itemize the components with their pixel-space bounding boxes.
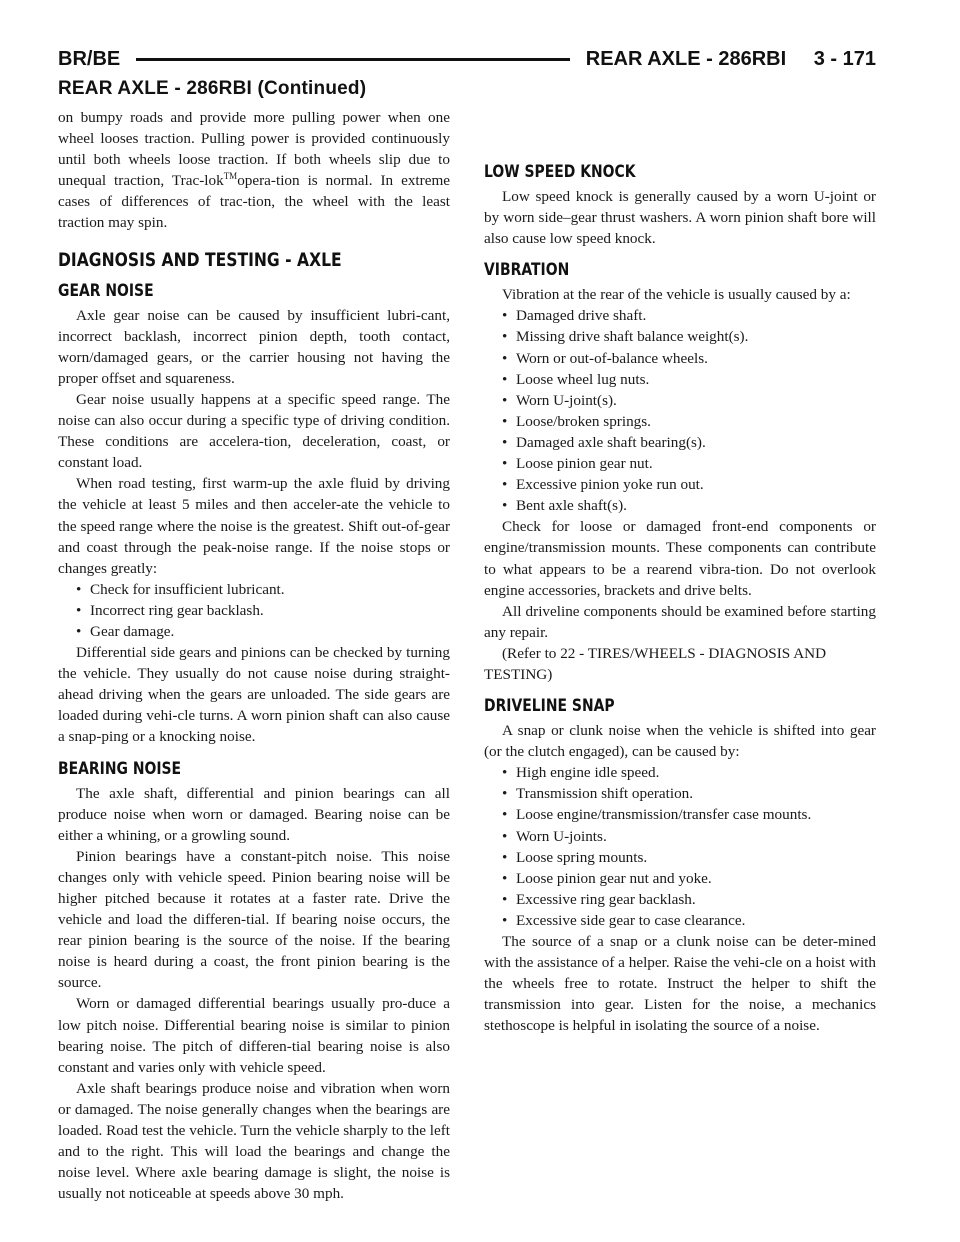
list-item: • Gear damage. xyxy=(58,621,450,642)
vibration-paragraph: Vibration at the rear of the vehicle is usually caused by a: xyxy=(502,286,851,304)
list-item: • Bent axle shaft(s). xyxy=(484,495,876,516)
list-item: • Loose/broken springs. xyxy=(484,411,876,432)
gear-noise-heading: GEAR NOISE xyxy=(58,280,154,301)
list-item: • Damaged axle shaft bearing(s). xyxy=(484,432,876,453)
header-rule xyxy=(136,58,570,61)
driveline-snap-heading: DRIVELINE SNAP xyxy=(484,696,615,717)
list-item: • Loose spring mounts. xyxy=(484,847,876,868)
list-item: • Check for insufficient lubricant. xyxy=(58,579,450,600)
bullet-icon: • xyxy=(502,497,508,515)
list-item: • Loose pinion gear nut. xyxy=(484,453,876,474)
vibration-list xyxy=(484,305,876,516)
driveline-snap-paragraph: A snap or clunk noise when the vehicle is shifted into gear (or the clutch engaged), can be caused by: xyxy=(484,722,876,761)
bullet-icon: • xyxy=(502,391,508,409)
bullet-icon: • xyxy=(76,580,82,598)
list-item: • Excessive pinion yoke run out. xyxy=(484,474,876,495)
list-item: • Damaged drive shaft. xyxy=(484,305,876,326)
bullet-icon: • xyxy=(502,806,508,824)
bullet-icon: • xyxy=(502,370,508,388)
driveline-snap-paragraph: The source of a snap or a clunk noise can be deter-mined with the assistance of a helper. Raise the vehi-cle on a hoist with the wheels free to rotate. Instruct the helper to shift the transmission into gear. Listen for the noise, a mechanics stethoscope is helpful in isolating the source of a noise. xyxy=(484,933,876,1035)
right-column xyxy=(484,107,876,1036)
bullet-icon: • xyxy=(502,827,508,845)
header-right xyxy=(586,48,876,71)
vibration-paragraph: All driveline components should be examined before starting any repair. xyxy=(484,602,876,641)
bearing-noise-paragraph: The axle shaft, differential and pinion bearings can all produce noise when worn or damaged. Bearing noise can be either a whining, or a growling sound. xyxy=(58,784,450,844)
page-header xyxy=(58,44,876,74)
gear-noise-paragraph: When road testing, first warm-up the axle fluid by driving the vehicle at least 5 miles and then acceler-ate the vehicle to the speed range where the noise is the greatest. Shift out-of-gear and coast through the peak-noise range. If the noise stops or changes greatly: xyxy=(58,475,450,577)
continued-heading: REAR AXLE - 286RBI (Continued) xyxy=(58,78,367,99)
bullet-icon: • xyxy=(502,412,508,430)
page-number: 3 - 171 xyxy=(813,47,876,70)
list-item: • Incorrect ring gear backlash. xyxy=(58,600,450,621)
section-title: DIAGNOSIS AND TESTING - AXLE xyxy=(58,248,342,271)
bearing-noise-heading: BEARING NOISE xyxy=(58,758,182,779)
left-column xyxy=(58,107,450,1204)
intro-paragraph: on bumpy roads and provide more pulling power when one wheel looses traction. Pulling power is provided continuously until both wheels loose traction. If both wheels slip due to unequal traction, Trac-lok™opera-tion is normal. In extreme cases of differences of trac-tion, the wheel with the least traction may spin. xyxy=(58,109,450,232)
trademark-symbol: TM xyxy=(223,171,238,182)
list-item: • Loose engine/transmission/transfer case mounts. xyxy=(484,804,876,825)
bearing-noise-paragraph: Axle shaft bearings produce noise and vibration when worn or damaged. The noise generally changes when the bearings are loaded. Road test the vehicle. Turn the vehicle sharply to the left and to the right. This will load the bearings and change the noise level. Where axle bearing damage is slight, the noise is usually not noticeable at speeds above 30 mph. xyxy=(58,1079,450,1203)
header-vehicle-code: BR/BE xyxy=(58,47,121,70)
bullet-icon: • xyxy=(502,911,508,929)
bullet-icon: • xyxy=(502,764,508,782)
list-item: • Worn U-joints. xyxy=(484,826,876,847)
bullet-icon: • xyxy=(502,455,508,473)
gear-noise-list xyxy=(58,579,450,642)
list-item: • Missing drive shaft balance weight(s). xyxy=(484,326,876,347)
bullet-icon: • xyxy=(76,601,82,619)
vibration-heading: VIBRATION xyxy=(484,260,570,281)
bearing-noise-paragraph: Worn or damaged differential bearings usually pro-duce a low pitch noise. Differential bearing noise is similar to pinion bearing noise. The pitch of differen-tial bearing noise is also constant and varies only with vehicle speed. xyxy=(58,995,450,1076)
list-item: • High engine idle speed. xyxy=(484,762,876,783)
driveline-snap-list xyxy=(484,762,876,931)
bullet-icon: • xyxy=(502,890,508,908)
list-item: • Excessive ring gear backlash. xyxy=(484,889,876,910)
header-title: REAR AXLE - 286RBI xyxy=(585,47,787,70)
list-item: • Transmission shift operation. xyxy=(484,783,876,804)
gear-noise-paragraph: Differential side gears and pinions can be checked by turning the vehicle. They usually do not cause noise during straight-ahead driving when the gears are unloaded. The side gears are loaded during vehi-cle turns. A worn pinion shaft can also cause a snap-ping or a knocking noise. xyxy=(58,644,450,746)
cross-reference: (Refer to 22 - TIRES/WHEELS - DIAGNOSIS AND TESTING) xyxy=(484,644,827,683)
bullet-icon: • xyxy=(502,328,508,346)
bullet-icon: • xyxy=(502,433,508,451)
bullet-icon: • xyxy=(502,349,508,367)
list-item: • Worn U-joint(s). xyxy=(484,390,876,411)
bullet-icon: • xyxy=(502,476,508,494)
vibration-paragraph: Check for loose or damaged front-end components or engine/transmission mounts. These components can contribute to what appears to be a rearend vibra-tion. Do not overlook engine accessories, brackets and drive belts. xyxy=(484,518,876,599)
bullet-icon: • xyxy=(76,622,82,640)
list-item: • Loose pinion gear nut and yoke. xyxy=(484,868,876,889)
bearing-noise-paragraph: Pinion bearings have a constant-pitch noise. This noise changes only with vehicle speed. Pinion bearing noise will be higher pitched because it rotates at a faster rate. Drive the vehicle and load the differen-tial. If bearing noise occurs, the rear pinion bearing is the source of the noise. If the bearing noise is heard during a coast, the front pinion bearing is the source. xyxy=(58,847,450,992)
bullet-icon: • xyxy=(502,848,508,866)
low-speed-knock-paragraph: Low speed knock is generally caused by a worn U-joint or by worn side–gear thrust washers. A worn pinion shaft bore will also cause low speed knock. xyxy=(484,188,876,248)
gear-noise-paragraph: Axle gear noise can be caused by insufficient lubri-cant, incorrect backlash, incorrect pinion depth, tooth contact, worn/damaged gears, or the carrier housing not having the proper offset and squareness. xyxy=(58,306,450,387)
bullet-icon: • xyxy=(502,785,508,803)
bullet-icon: • xyxy=(502,307,508,325)
gear-noise-paragraph: Gear noise usually happens at a specific speed range. The noise can also occur during a specific type of driving condition. These conditions are accelera-tion, deceleration, coast, or constant load. xyxy=(58,390,450,472)
list-item: • Excessive side gear to case clearance. xyxy=(484,910,876,931)
list-item: • Loose wheel lug nuts. xyxy=(484,369,876,390)
low-speed-knock-heading: LOW SPEED KNOCK xyxy=(484,162,636,182)
list-item: • Worn or out-of-balance wheels. xyxy=(484,348,876,369)
bullet-icon: • xyxy=(502,869,508,887)
